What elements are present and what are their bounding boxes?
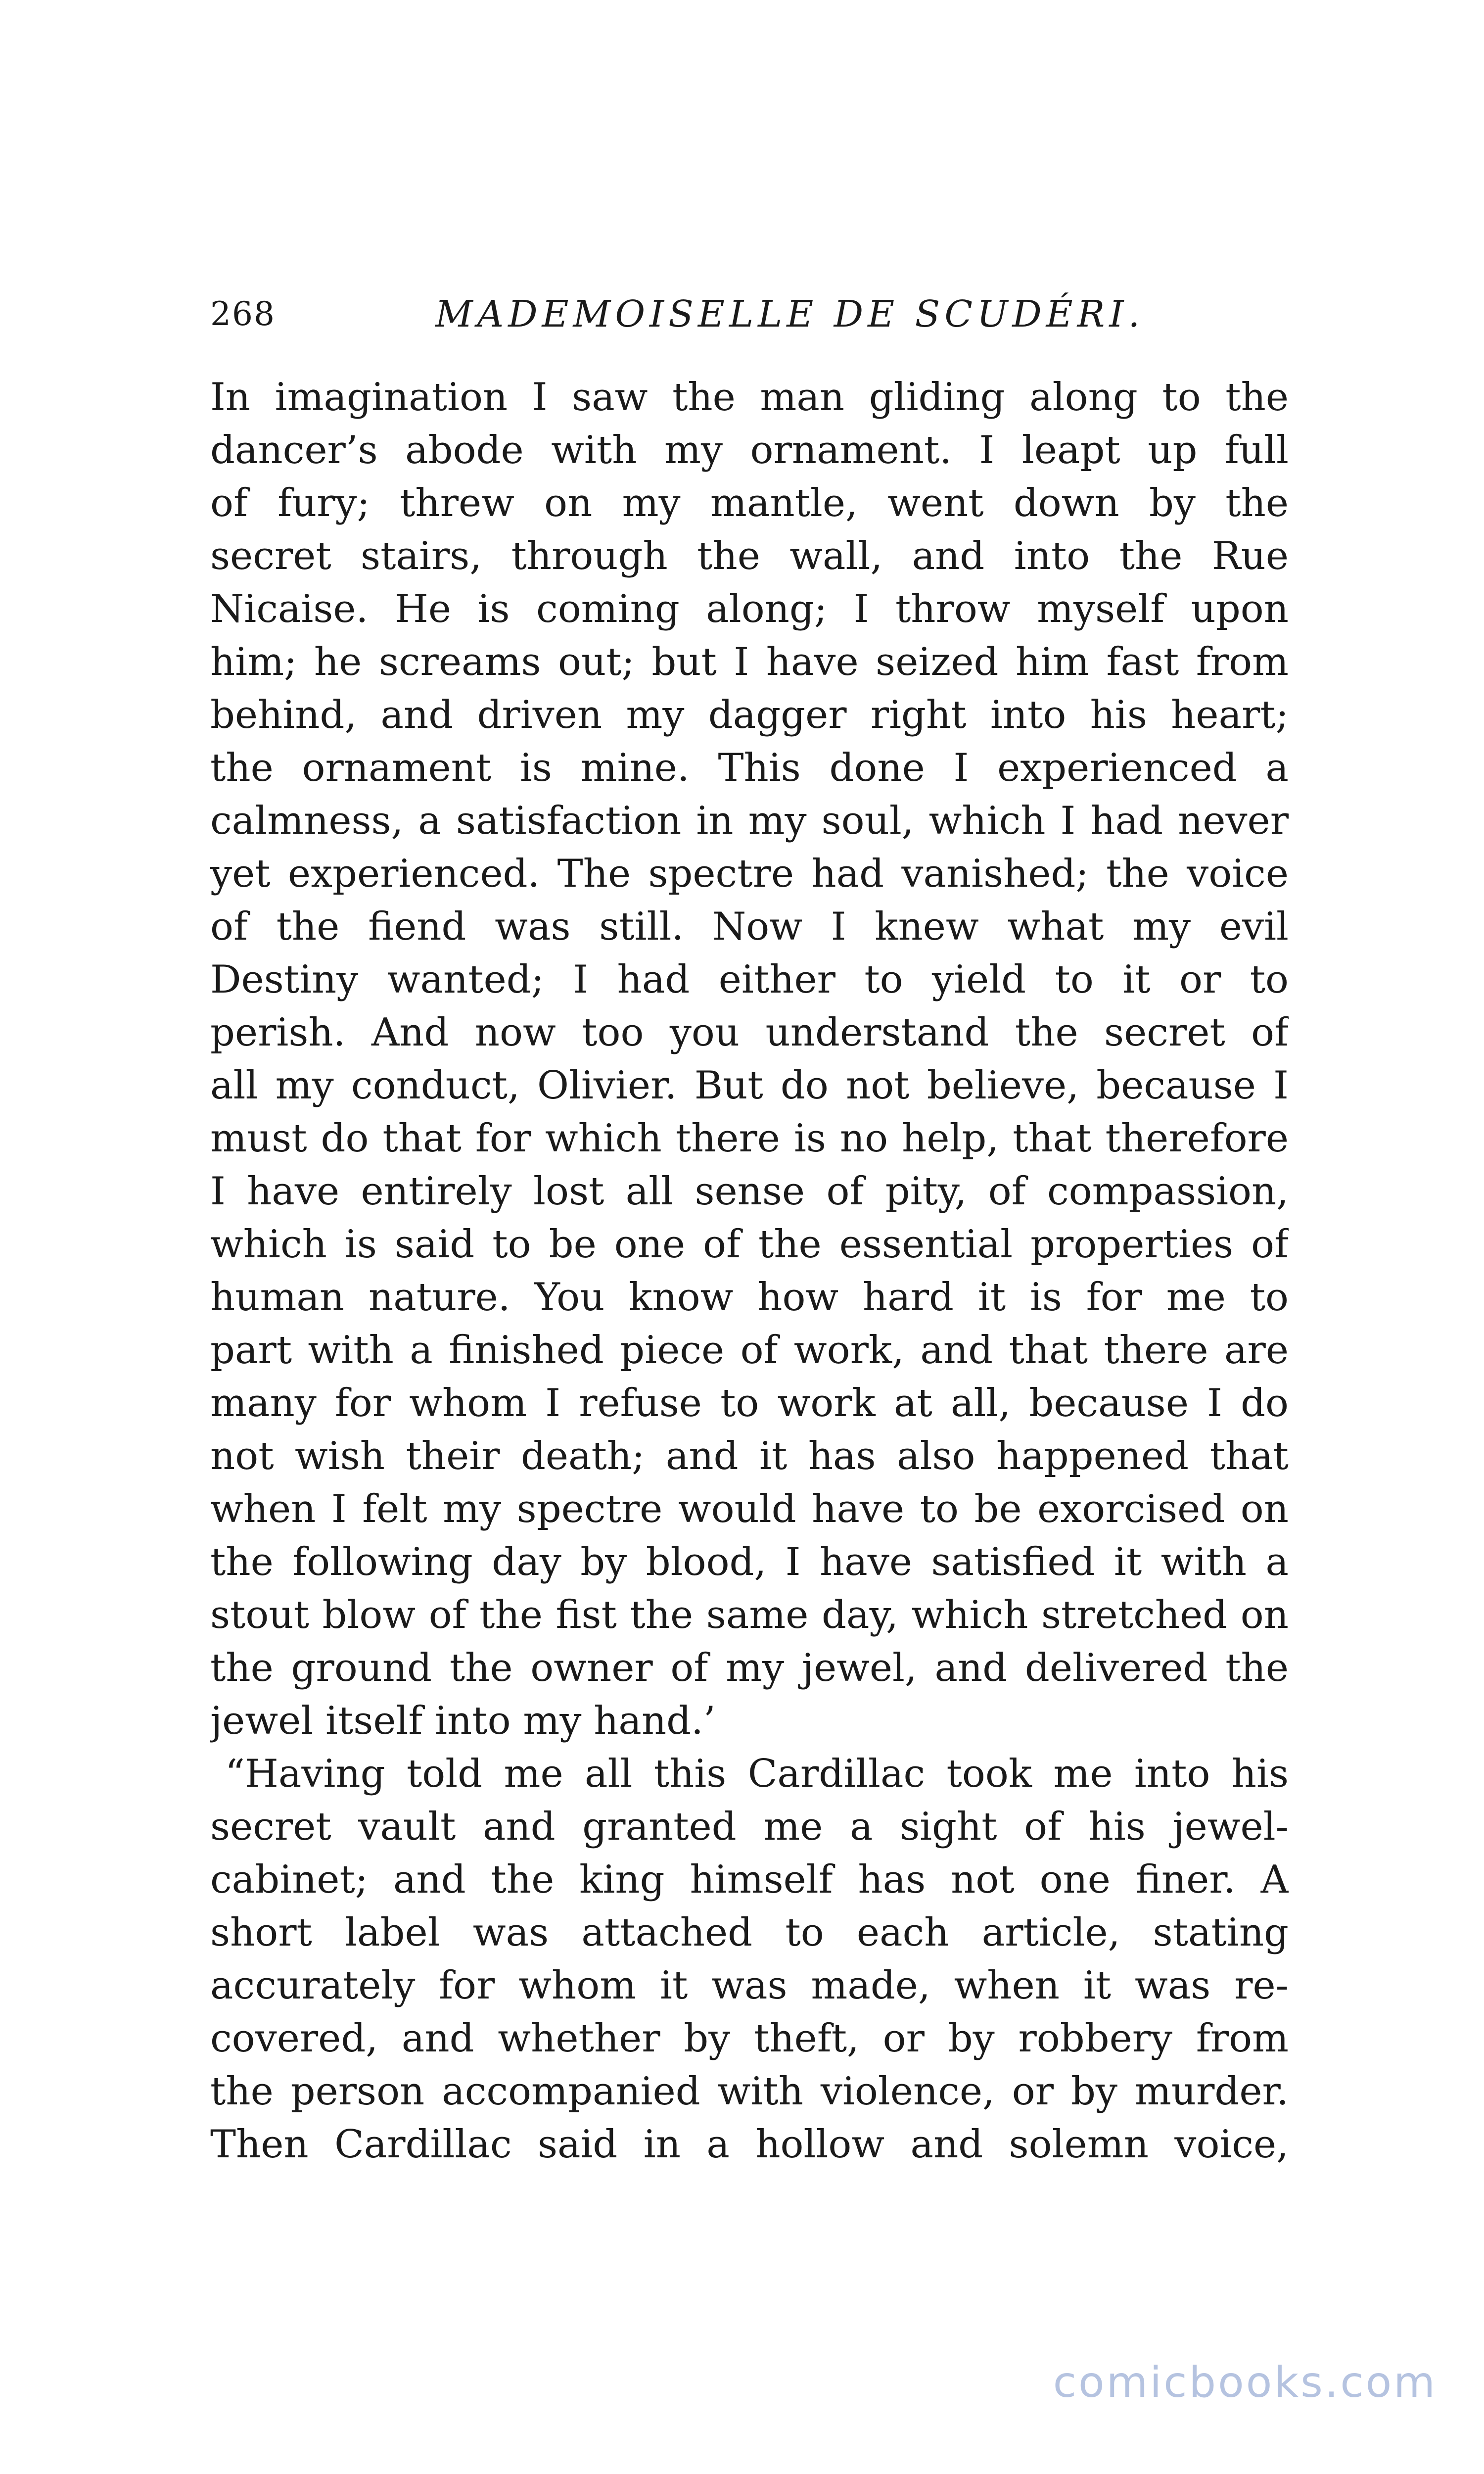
page-number: 268 bbox=[210, 295, 276, 333]
text-line: Then Cardillac said in a hollow and solemn voice, bbox=[210, 2122, 1289, 2167]
body-text bbox=[210, 371, 1289, 2171]
text-line: the following day by blood, I have satisfied it with a bbox=[210, 1540, 1289, 1584]
text-line: yet experienced. The spectre had vanished; the voice bbox=[210, 852, 1289, 896]
text-line: jewel itself into my hand.’ bbox=[210, 1699, 716, 1743]
running-title: MADEMOISELLE DE SCUDÉRI. bbox=[435, 293, 1145, 335]
text-line: I have entirely lost all sense of pity, of compassion, bbox=[210, 1169, 1289, 1214]
text-line: secret vault and granted me a sight of his jewel- bbox=[210, 1805, 1289, 1849]
text-line: Nicaise. He is coming along; I throw myself upon bbox=[210, 587, 1289, 631]
page-header bbox=[210, 285, 1289, 344]
text-line: the ground the owner of my jewel, and delivered the bbox=[210, 1646, 1289, 1690]
text-line: the ornament is mine. This done I experienced a bbox=[210, 746, 1289, 790]
text-line: must do that for which there is no help, that therefore bbox=[210, 1116, 1289, 1161]
text-line: dancer’s abode with my ornament. I leapt up full bbox=[210, 428, 1289, 473]
text-line: all my conduct, Olivier. But do not believe, because I bbox=[210, 1063, 1289, 1108]
watermark: comicbooks.com bbox=[1053, 2358, 1437, 2407]
text-line: human nature. You know how hard it is for me to bbox=[210, 1275, 1289, 1320]
text-line: covered, and whether by theft, or by robbery from bbox=[210, 2016, 1289, 2061]
text-line: of fury; threw on my mantle, went down by the bbox=[210, 481, 1289, 525]
text-line: In imagination I saw the man gliding along to the bbox=[210, 375, 1289, 420]
text-line: behind, and driven my dagger right into his heart; bbox=[210, 693, 1289, 737]
text-line: of the fiend was still. Now I knew what my evil bbox=[210, 904, 1289, 949]
text-line: cabinet; and the king himself has not one finer. A bbox=[210, 1857, 1289, 1902]
text-line: Destiny wanted; I had either to yield to it or to bbox=[210, 957, 1289, 1002]
text-line: him; he screams out; but I have seized him fast from bbox=[210, 640, 1289, 684]
text-line: secret stairs, through the wall, and into the Rue bbox=[210, 534, 1289, 578]
text-line: many for whom I refuse to work at all, because I do bbox=[210, 1381, 1289, 1426]
text-line: the person accompanied with violence, or by murder. bbox=[210, 2069, 1289, 2114]
text-line: stout blow of the fist the same day, which stretched on bbox=[210, 1593, 1289, 1637]
text-line: not wish their death; and it has also happened that bbox=[210, 1434, 1289, 1478]
text-line: calmness, a satisfaction in my soul, which I had never bbox=[210, 799, 1289, 843]
text-line: “Having told me all this Cardillac took me into his bbox=[225, 1752, 1289, 1796]
text-line: short label was attached to each article, stating bbox=[210, 1910, 1289, 1955]
text-line: perish. And now too you understand the secret of bbox=[210, 1010, 1289, 1055]
text-line: accurately for whom it was made, when it was re- bbox=[210, 1963, 1289, 2008]
text-line: when I felt my spectre would have to be exorcised on bbox=[210, 1487, 1289, 1531]
text-line: part with a finished piece of work, and that there are bbox=[210, 1328, 1289, 1373]
text-line: which is said to be one of the essential properties of bbox=[210, 1222, 1289, 1267]
